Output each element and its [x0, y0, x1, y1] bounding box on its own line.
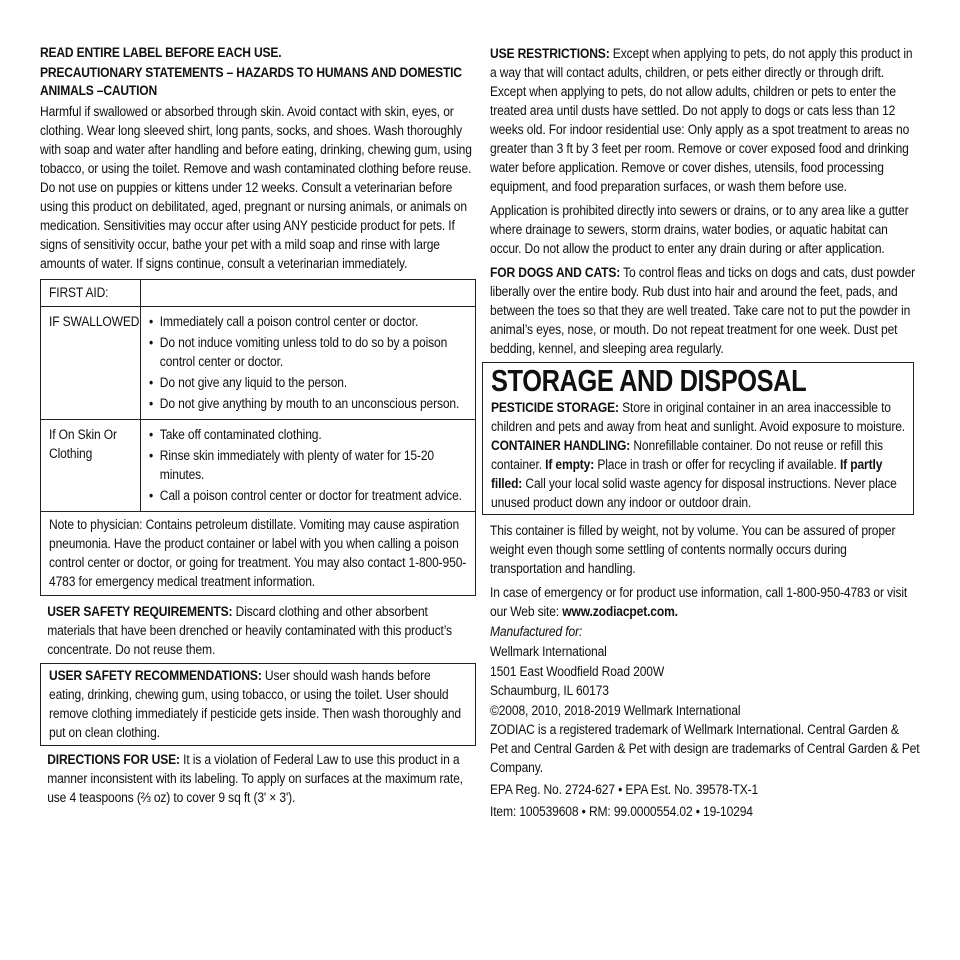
emergency-text: [490, 583, 920, 621]
user-safety-requirements-heading: USER SAFETY REQUIREMENTS:: [47, 603, 233, 619]
note-to-physician: Note to physician: Contains petroleum distillate. Vomiting may cause aspiration pneumonia. Have the product container or label with you when calling a poison control center or doctor, or going for treatment. You may also contact 1-800-950-4783 for emergency medical treatment information.: [49, 516, 467, 589]
if-swallowed-label: IF SWALLOWED: [49, 313, 140, 329]
container-handling-heading: CONTAINER HANDLING:: [491, 438, 631, 453]
list-item: • Do not give any liquid to the person.: [149, 373, 468, 392]
list-item: • Do not give anything by mouth to an unconscious person.: [149, 394, 468, 413]
emergency-text-body: In case of emergency or for product use information, call 1-800-950-4783 or visit our Web site:: [490, 585, 908, 619]
first-aid-table: [40, 279, 476, 596]
website-link[interactable]: www.zodiacpet.com.: [562, 604, 678, 619]
use-restrictions: [490, 44, 920, 196]
storage-text: [491, 398, 907, 512]
directions-for-use: [40, 750, 475, 807]
list-item: • Do not induce vomiting unless told to do so by a poison control center or doctor.: [149, 333, 468, 371]
user-safety-recommendations-heading: USER SAFETY RECOMMENDATIONS:: [49, 667, 262, 683]
user-safety-recommendations-box: [40, 663, 476, 746]
pesticide-storage-heading: PESTICIDE STORAGE:: [491, 400, 619, 415]
list-item: • Immediately call a poison control center or doctor.: [149, 312, 468, 331]
container-handling-text: Nonrefillable container. Do not reuse or refill this container.: [491, 438, 883, 472]
list-item: • Take off contaminated clothing.: [149, 425, 468, 444]
if-on-skin-list: [149, 425, 468, 505]
weight-text: This container is filled by weight, not by volume. You can be assured of proper weight even though some settling of contents normally occurs during transportation and handling.: [490, 523, 896, 576]
precaution-text: Harmful if swallowed or absorbed through skin. Avoid contact with skin, eyes, or clothing. Wear long sleeved shirt, long pants, socks, and shoes. Wash thoroughly with soap and water after handling and before eating, drinking, chewing gum, using tobacco, or using the toilet. Remove and wash contaminated clothing before reuse. Do not use on puppies or kittens under 12 weeks. Consult a veterinarian before using this product on debilitated, aged, pregnant or nursing animals, or animals on medication. Sensitivities may occur after using ANY pesticide product for pets. If signs of sensitivity occur, bathe your pet with a mild soap and rinse with large amounts of water. If signs continue, consult a veterinarian immediately.: [40, 103, 472, 271]
pesticide-storage-text: Store in original container in an area inaccessible to children and pets and away from heat and sunlight. Avoid exposure to moisture.: [491, 400, 905, 434]
storage-disposal-box: [482, 362, 914, 515]
application-text: Application is prohibited directly into sewers or drains, or to any area like a gutter where drainage to sewers, storm drains, water bodies, or aquatic habitat can occur. Do not allow the product to enter any drain during or after application.: [490, 203, 909, 256]
if-on-skin-label: If On Skin Or Clothing: [49, 426, 117, 461]
use-restrictions-text: Except when applying to pets, do not apply this product in a way that will contact adults, children, or pets either directly or through drift. Except when applying to pets, do not allow adults, children or pets to enter the treated area until dusts have settled. Do not apply to dogs or cats less than 12 weeks old. For indoor residential use: Only apply as a spot treatment to areas no greater than 3 ft by 3 feet per room. Remove or cover exposed food and drinking water before application. Remove or cover dishes, utensils, food processing equipment, and food preparation surfaces, or wash them before use.: [490, 46, 913, 194]
list-item: • Rinse skin immediately with plenty of water for 15-20 minutes.: [149, 446, 468, 484]
dogs-and-cats: [490, 263, 920, 358]
epa-line: EPA Reg. No. 2724-627 • EPA Est. No. 39578-TX-1: [490, 782, 759, 797]
trademark-text: ZODIAC is a registered trademark of Wellmark International. Central Garden & Pet and Central Garden & Pet with design are trademarks of Central Garden & Pet Company.: [490, 722, 920, 775]
item-line: Item: 100539608 • RM: 99.0000554.02 • 19-10294: [490, 804, 753, 819]
read-label-heading: READ ENTIRE LABEL BEFORE EACH USE.: [40, 45, 282, 60]
right-column: [490, 44, 920, 821]
dogs-cats-text: To control fleas and ticks on dogs and cats, dust powder liberally over the entire body. Rub dust into hair and around the feet, pads, and between the toes so that they are well treated. Take care not to put the powder in animal’s eyes, nose, or mouth. Do not repeat treatment for one week. Dust pet bedding, kennel, and sleeping area regularly.: [490, 265, 916, 356]
first-aid-header: FIRST AID:: [49, 284, 109, 300]
user-safety-requirements-text: Discard clothing and other absorbent materials that have been drenched or heavily contaminated with this product’s concentrate. Do not reuse them.: [47, 603, 452, 657]
address-line-2: Schaumburg, IL 60173: [490, 683, 609, 698]
if-empty-text: Place in trash or offer for recycling if available.: [594, 457, 840, 472]
dogs-cats-heading: FOR DOGS AND CATS:: [490, 265, 621, 280]
precaution-heading: PRECAUTIONARY STATEMENTS – HAZARDS TO HUMANS AND DOMESTIC ANIMALS –CAUTION: [40, 64, 462, 98]
use-restrictions-heading: USE RESTRICTIONS:: [490, 46, 610, 61]
company-name: Wellmark International: [490, 644, 607, 659]
user-safety-recommendations-text: User should wash hands before eating, drinking, chewing gum, using tobacco, or using the toilet. User should remove clothing immediately if pesticide gets inside. Then wash thoroughly and put on clean clothing.: [49, 667, 461, 740]
manufactured-for: Manufactured for:: [490, 624, 583, 639]
user-safety-requirements: [40, 602, 475, 659]
if-swallowed-list: [149, 312, 468, 413]
if-partly-filled-text: Call your local solid waste agency for disposal instructions. Never place unused product down any indoor or outdoor drain.: [491, 476, 897, 510]
directions-heading: DIRECTIONS FOR USE:: [47, 751, 180, 767]
if-partly-filled-heading: If partly filled:: [491, 457, 883, 491]
storage-title: STORAGE AND DISPOSAL: [491, 363, 807, 398]
user-safety-recommendations: [49, 666, 469, 742]
list-item: • Call a poison control center or doctor for treatment advice.: [149, 486, 468, 505]
directions-text: It is a violation of Federal Law to use this product in a manner inconsistent with its labeling. To apply on surfaces at the maximum rate, use 4 teaspoons (⅔ oz) to cover 9 sq ft (3' × 3').: [47, 751, 463, 805]
if-empty-heading: If empty:: [545, 457, 595, 472]
left-column: [40, 44, 476, 807]
copyright: ©2008, 2010, 2018-2019 Wellmark International: [490, 703, 741, 718]
address-line-1: 1501 East Woodfield Road 200W: [490, 664, 665, 679]
